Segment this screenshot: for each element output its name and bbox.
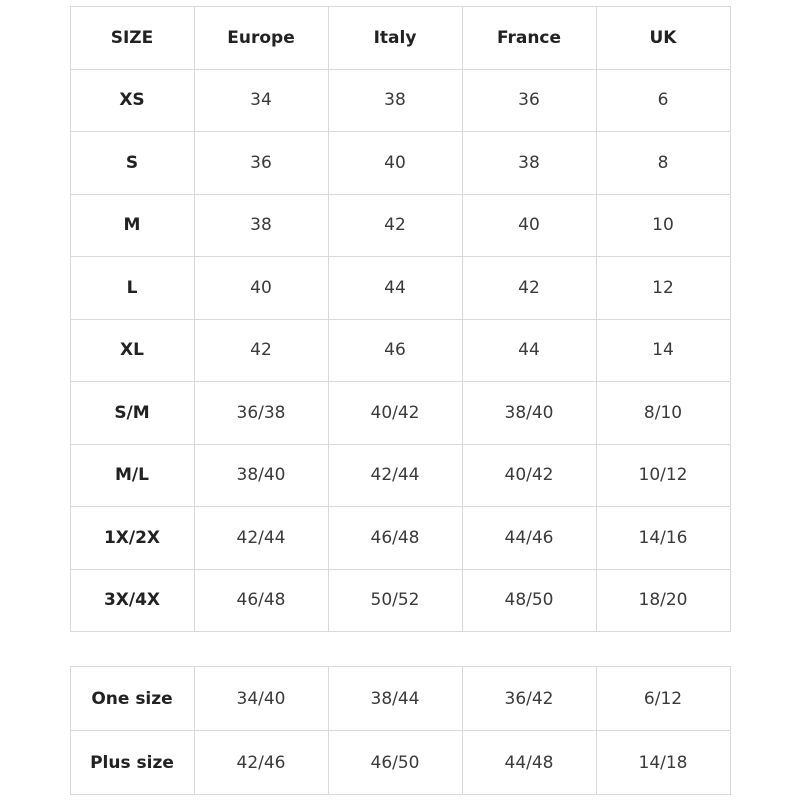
cell-italy: 42/44 bbox=[328, 444, 462, 507]
cell-europe: 42/46 bbox=[194, 731, 328, 795]
cell-italy: 46/48 bbox=[328, 507, 462, 570]
cell-italy: 42 bbox=[328, 194, 462, 257]
cell-uk: 6/12 bbox=[596, 667, 730, 731]
table-row bbox=[70, 382, 730, 445]
row-size-label: 3X/4X bbox=[70, 569, 194, 632]
column-header-italy: Italy bbox=[328, 7, 462, 70]
column-header-size: SIZE bbox=[70, 7, 194, 70]
table-row bbox=[70, 69, 730, 132]
cell-europe: 36/38 bbox=[194, 382, 328, 445]
cell-france: 44/48 bbox=[462, 731, 596, 795]
column-header-uk: UK bbox=[596, 7, 730, 70]
table-row bbox=[70, 507, 730, 570]
table-row bbox=[70, 319, 730, 382]
cell-italy: 40/42 bbox=[328, 382, 462, 445]
cell-europe: 40 bbox=[194, 257, 328, 320]
cell-france: 40/42 bbox=[462, 444, 596, 507]
row-size-label: M bbox=[70, 194, 194, 257]
cell-uk: 12 bbox=[596, 257, 730, 320]
cell-uk: 10 bbox=[596, 194, 730, 257]
cell-europe: 42 bbox=[194, 319, 328, 382]
cell-uk: 18/20 bbox=[596, 569, 730, 632]
table-row bbox=[70, 257, 730, 320]
size-conversion-table bbox=[70, 6, 731, 632]
row-size-label: One size bbox=[70, 667, 194, 731]
cell-uk: 8 bbox=[596, 132, 730, 195]
cell-europe: 42/44 bbox=[194, 507, 328, 570]
table-row bbox=[70, 444, 730, 507]
table-row bbox=[70, 569, 730, 632]
cell-europe: 36 bbox=[194, 132, 328, 195]
cell-italy: 46/50 bbox=[328, 731, 462, 795]
cell-uk: 10/12 bbox=[596, 444, 730, 507]
cell-france: 38 bbox=[462, 132, 596, 195]
cell-italy: 44 bbox=[328, 257, 462, 320]
cell-italy: 38 bbox=[328, 69, 462, 132]
cell-italy: 46 bbox=[328, 319, 462, 382]
row-size-label: L bbox=[70, 257, 194, 320]
row-size-label: 1X/2X bbox=[70, 507, 194, 570]
cell-uk: 6 bbox=[596, 69, 730, 132]
cell-europe: 38 bbox=[194, 194, 328, 257]
row-size-label: S/M bbox=[70, 382, 194, 445]
cell-france: 36/42 bbox=[462, 667, 596, 731]
table-row bbox=[70, 132, 730, 195]
cell-europe: 34 bbox=[194, 69, 328, 132]
table-row bbox=[70, 667, 730, 731]
table-header-row bbox=[70, 7, 730, 70]
row-size-label: S bbox=[70, 132, 194, 195]
table-spacer bbox=[0, 632, 800, 666]
one-size-conversion-table bbox=[70, 666, 731, 795]
cell-france: 48/50 bbox=[462, 569, 596, 632]
column-header-france: France bbox=[462, 7, 596, 70]
cell-uk: 14 bbox=[596, 319, 730, 382]
row-size-label: Plus size bbox=[70, 731, 194, 795]
column-header-europe: Europe bbox=[194, 7, 328, 70]
row-size-label: XS bbox=[70, 69, 194, 132]
cell-italy: 38/44 bbox=[328, 667, 462, 731]
cell-france: 44 bbox=[462, 319, 596, 382]
cell-europe: 34/40 bbox=[194, 667, 328, 731]
cell-europe: 38/40 bbox=[194, 444, 328, 507]
table-row bbox=[70, 731, 730, 795]
row-size-label: M/L bbox=[70, 444, 194, 507]
cell-europe: 46/48 bbox=[194, 569, 328, 632]
cell-uk: 14/16 bbox=[596, 507, 730, 570]
cell-france: 40 bbox=[462, 194, 596, 257]
cell-uk: 8/10 bbox=[596, 382, 730, 445]
cell-uk: 14/18 bbox=[596, 731, 730, 795]
cell-italy: 50/52 bbox=[328, 569, 462, 632]
table-row bbox=[70, 194, 730, 257]
cell-france: 42 bbox=[462, 257, 596, 320]
cell-france: 36 bbox=[462, 69, 596, 132]
cell-italy: 40 bbox=[328, 132, 462, 195]
row-size-label: XL bbox=[70, 319, 194, 382]
cell-france: 44/46 bbox=[462, 507, 596, 570]
cell-france: 38/40 bbox=[462, 382, 596, 445]
